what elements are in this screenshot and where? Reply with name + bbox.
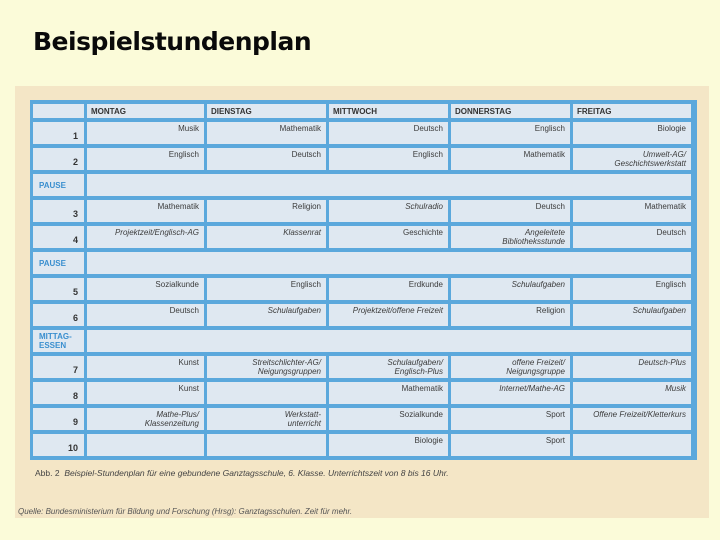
caption-prefix: Abb. 2 bbox=[35, 468, 60, 478]
lesson-cell: Sozialkunde bbox=[87, 278, 204, 300]
lesson-cell bbox=[207, 382, 326, 404]
lesson-cell: Werkstatt- unterricht bbox=[207, 408, 326, 430]
day-header: MITTWOCH bbox=[329, 104, 448, 118]
period-number: 10 bbox=[33, 434, 84, 456]
lesson-cell bbox=[573, 434, 691, 456]
lesson-cell: offene Freizeit/ Neigungsgruppe bbox=[451, 356, 570, 378]
pause-label: PAUSE bbox=[33, 174, 84, 196]
lesson-cell: Klassenrat bbox=[207, 226, 326, 248]
lesson-cell: Deutsch bbox=[573, 226, 691, 248]
lesson-cell: Mathematik bbox=[207, 122, 326, 144]
lesson-cell: Mathematik bbox=[451, 148, 570, 170]
lesson-cell: Englisch bbox=[329, 148, 448, 170]
lesson-cell: Deutsch bbox=[451, 200, 570, 222]
period-number: 4 bbox=[33, 226, 84, 248]
lesson-cell bbox=[87, 434, 204, 456]
period-number: 5 bbox=[33, 278, 84, 300]
lesson-cell: Deutsch bbox=[329, 122, 448, 144]
pause-band bbox=[87, 174, 691, 196]
figure-caption bbox=[35, 468, 449, 478]
timetable-grid bbox=[33, 104, 691, 482]
lesson-cell: Schulaufgaben bbox=[451, 278, 570, 300]
day-header: DIENSTAG bbox=[207, 104, 326, 118]
lesson-cell: Geschichte bbox=[329, 226, 448, 248]
lesson-cell: Erdkunde bbox=[329, 278, 448, 300]
lesson-cell: Kunst bbox=[87, 356, 204, 378]
lesson-cell: Mathematik bbox=[329, 382, 448, 404]
lesson-cell: Englisch bbox=[207, 278, 326, 300]
lesson-cell: Kunst bbox=[87, 382, 204, 404]
lesson-cell: Schulradio bbox=[329, 200, 448, 222]
lesson-cell: Sozialkunde bbox=[329, 408, 448, 430]
day-header: MONTAG bbox=[87, 104, 204, 118]
lesson-cell: Englisch bbox=[573, 278, 691, 300]
lesson-cell: Schulaufgaben bbox=[573, 304, 691, 326]
lesson-cell: Religion bbox=[207, 200, 326, 222]
day-header: FREITAG bbox=[573, 104, 691, 118]
lesson-cell: Biologie bbox=[573, 122, 691, 144]
period-number: 7 bbox=[33, 356, 84, 378]
day-header: DONNERSTAG bbox=[451, 104, 570, 118]
lesson-cell: Mathe-Plus/ Klassenzeitung bbox=[87, 408, 204, 430]
pause-label: MITTAG- ESSEN bbox=[33, 330, 84, 352]
period-number: 8 bbox=[33, 382, 84, 404]
lesson-cell: Englisch bbox=[451, 122, 570, 144]
lesson-cell: Deutsch bbox=[87, 304, 204, 326]
period-number: 6 bbox=[33, 304, 84, 326]
period-number: 2 bbox=[33, 148, 84, 170]
lesson-cell: Umwelt-AG/ Geschichtswerkstatt bbox=[573, 148, 691, 170]
pause-band bbox=[87, 330, 691, 352]
lesson-cell: Projektzeit/Englisch-AG bbox=[87, 226, 204, 248]
pause-label: PAUSE bbox=[33, 252, 84, 274]
period-number: 1 bbox=[33, 122, 84, 144]
header-corner bbox=[33, 104, 84, 118]
lesson-cell: Biologie bbox=[329, 434, 448, 456]
lesson-cell: Schulaufgaben bbox=[207, 304, 326, 326]
lesson-cell: Sport bbox=[451, 434, 570, 456]
slide-title: Beispielstundenplan bbox=[33, 27, 312, 56]
lesson-cell: Mathematik bbox=[573, 200, 691, 222]
source-note: Quelle: Bundesministerium für Bildung und Forschung (Hrsg): Ganztagsschulen. Zeit für mehr. bbox=[18, 507, 353, 516]
lesson-cell bbox=[207, 434, 326, 456]
lesson-cell: Sport bbox=[451, 408, 570, 430]
lesson-cell: Deutsch bbox=[207, 148, 326, 170]
pause-band bbox=[87, 252, 691, 274]
lesson-cell: Deutsch-Plus bbox=[573, 356, 691, 378]
lesson-cell: Musik bbox=[87, 122, 204, 144]
lesson-cell: Religion bbox=[451, 304, 570, 326]
period-number: 9 bbox=[33, 408, 84, 430]
lesson-cell: Projektzeit/offene Freizeit bbox=[329, 304, 448, 326]
lesson-cell: Offene Freizeit/Kletterkurs bbox=[573, 408, 691, 430]
lesson-cell: Streitschlichter-AG/ Neigungsgruppen bbox=[207, 356, 326, 378]
lesson-cell: Schulaufgaben/ Englisch-Plus bbox=[329, 356, 448, 378]
lesson-cell: Mathematik bbox=[87, 200, 204, 222]
lesson-cell: Englisch bbox=[87, 148, 204, 170]
caption-text: Beispiel-Stundenplan für eine gebundene Ganztagsschule, 6. Klasse. Unterrichtszeit von 8 bis 16 Uhr. bbox=[64, 468, 449, 478]
lesson-cell: Internet/Mathe-AG bbox=[451, 382, 570, 404]
lesson-cell: Musik bbox=[573, 382, 691, 404]
period-number: 3 bbox=[33, 200, 84, 222]
lesson-cell: Angeleitete Bibliotheksstunde bbox=[451, 226, 570, 248]
